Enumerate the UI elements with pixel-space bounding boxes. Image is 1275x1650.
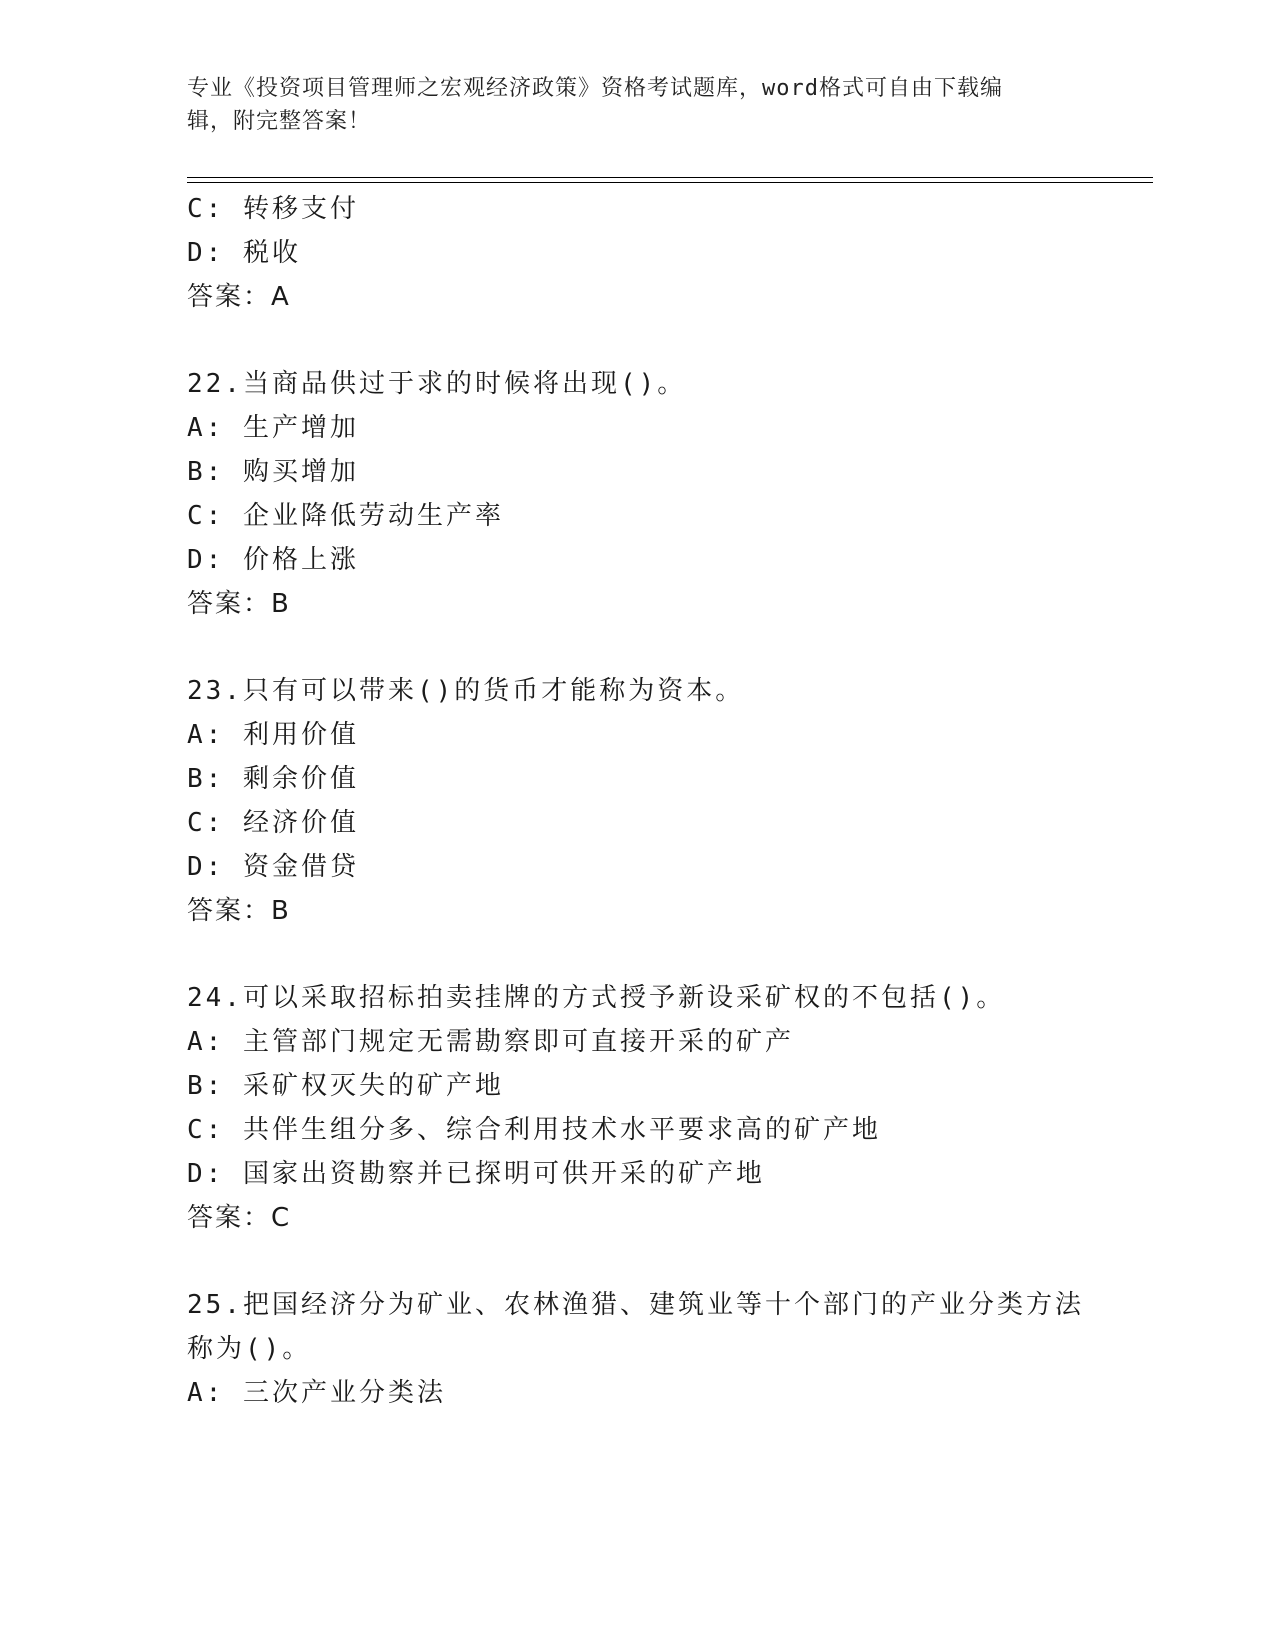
prev-answer: 答案：A — [187, 282, 291, 312]
question-24-option-d: D: 国家出资勘察并已探明可供开采的矿产地 — [187, 1159, 765, 1189]
header-divider-bottom — [187, 182, 1153, 183]
question-23-stem: 23.只有可以带来()的货币才能称为资本。 — [187, 676, 745, 706]
question-24-option-a: A: 主管部门规定无需勘察即可直接开采的矿产 — [187, 1027, 794, 1057]
question-24-answer: 答案：C — [187, 1203, 292, 1233]
question-24-stem: 24.可以采取招标拍卖挂牌的方式授予新设采矿权的不包括()。 — [187, 983, 1006, 1013]
question-22-option-b: B: 购买增加 — [187, 457, 359, 487]
question-23-option-d: D: 资金借贷 — [187, 852, 359, 882]
question-22-option-c: C: 企业降低劳动生产率 — [187, 501, 504, 531]
question-25-option-a: A: 三次产业分类法 — [187, 1378, 446, 1408]
question-23-answer: 答案：B — [187, 896, 291, 926]
question-25-stem-line-2: 称为()。 — [187, 1334, 312, 1364]
question-22-answer: 答案：B — [187, 589, 291, 619]
question-24-option-b: B: 采矿权灭失的矿产地 — [187, 1071, 504, 1101]
question-23-option-b: B: 剩余价值 — [187, 764, 359, 794]
header-divider-top — [187, 177, 1153, 178]
question-23-option-a: A: 利用价值 — [187, 720, 359, 750]
header-line-2: 辑，附完整答案！ — [187, 109, 372, 134]
question-22-stem: 22.当商品供过于求的时候将出现()。 — [187, 369, 687, 399]
header-line-1: 专业《投资项目管理师之宏观经济政策》资格考试题库，word格式可自由下载编 — [187, 76, 1003, 101]
question-22-option-a: A: 生产增加 — [187, 413, 359, 443]
prev-option-d: D: 税收 — [187, 238, 301, 268]
question-24-option-c: C: 共伴生组分多、综合利用技术水平要求高的矿产地 — [187, 1115, 881, 1145]
question-25-stem-line-1: 25.把国经济分为矿业、农林渔猎、建筑业等十个部门的产业分类方法 — [187, 1290, 1084, 1320]
document-header — [187, 72, 1067, 138]
question-23-option-c: C: 经济价值 — [187, 808, 359, 838]
question-22-option-d: D: 价格上涨 — [187, 545, 359, 575]
prev-option-c: C: 转移支付 — [187, 194, 359, 224]
